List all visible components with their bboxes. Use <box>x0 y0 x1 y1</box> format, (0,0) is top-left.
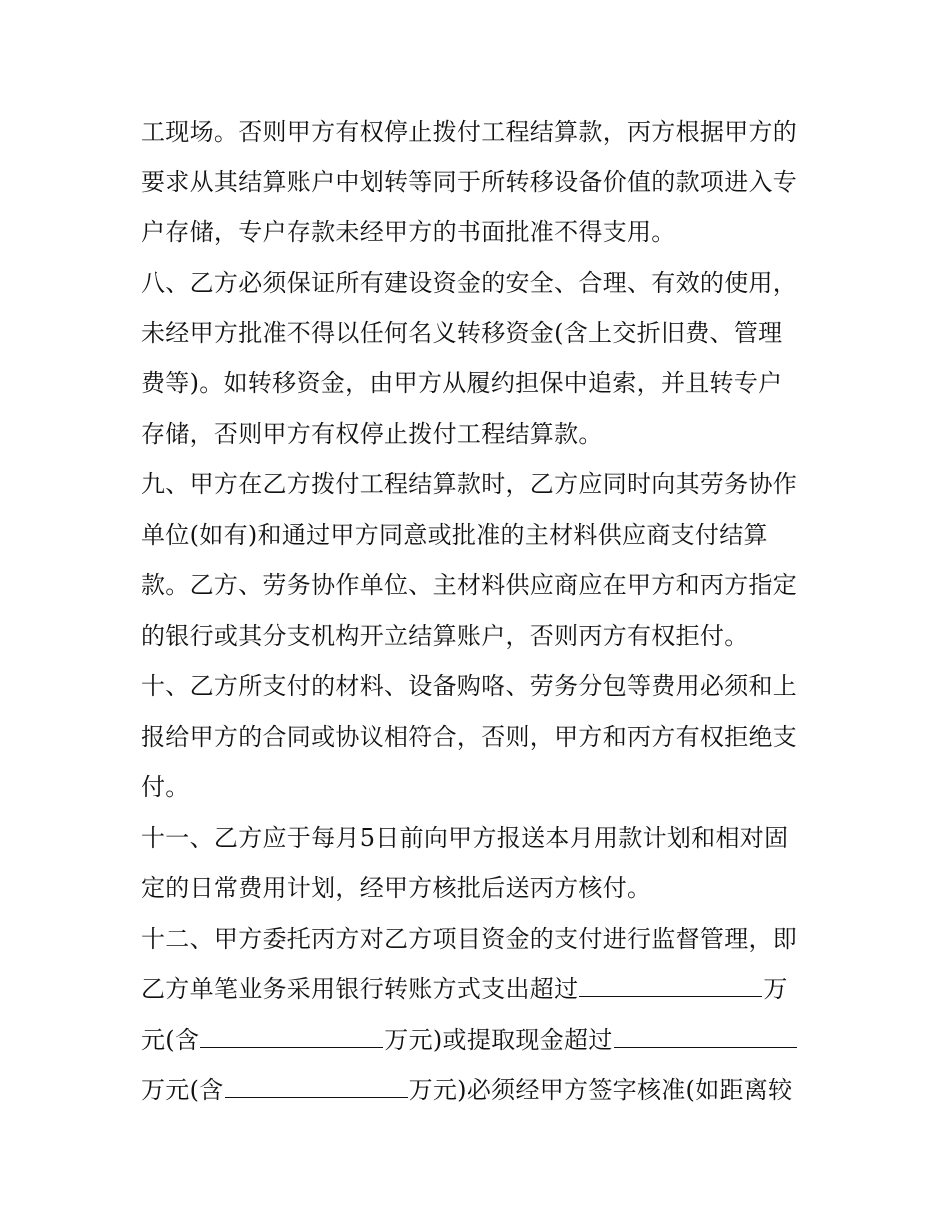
text-segment: 乙方单笔业务采用银行转账方式支出超过 <box>141 975 579 1003</box>
text-line: 户存储，专户存款未经甲方的书面批准不得支用。 <box>141 218 676 246</box>
text-line: 十、乙方所支付的材料、设备购咯、劳务分包等费用必须和上 <box>141 672 798 700</box>
text-line: 存储，否则甲方有权停止拨付工程结算款。 <box>141 420 603 448</box>
text-segment: 万元)必须经甲方签字核准(如距离较 <box>408 1076 793 1104</box>
text-line: 未经甲方批准不得以任何名义转移资金(含上交折旧费、管理 <box>141 319 783 347</box>
fill-in-blank <box>614 1027 797 1048</box>
text-segment: 万 <box>763 975 788 1003</box>
text-line-with-blank <box>141 1075 821 1105</box>
text-line: 八、乙方必须保证所有建设资金的安全、合理、有效的使用， <box>141 269 798 297</box>
text-line: 款。乙方、劳务协作单位、主材料供应商应在甲方和丙方指定 <box>141 571 798 599</box>
text-line: 要求从其结算账户中划转等同于所转移设备价值的款项进入专 <box>141 168 798 196</box>
fill-in-blank <box>225 1077 408 1098</box>
fill-in-blank <box>579 976 762 997</box>
text-segment: 万元(含 <box>141 1076 224 1104</box>
text-line: 工现场。否则甲方有权停止拨付工程结算款，丙方根据甲方的 <box>141 118 798 146</box>
text-line: 定的日常费用计划，经甲方核批后送丙方核付。 <box>141 874 652 902</box>
text-line: 九、甲方在乙方拨付工程结算款时，乙方应同时向其劳务协作 <box>141 470 798 498</box>
text-line-with-blank <box>141 1025 821 1055</box>
text-line-with-blank <box>141 974 821 1004</box>
text-line: 付。 <box>141 773 190 801</box>
text-line: 十一、乙方应于每月5日前向甲方报送本月用款计划和相对固 <box>141 824 789 852</box>
text-segment: 元(含 <box>141 1026 200 1054</box>
text-line: 十二、甲方委托丙方对乙方项目资金的支付进行监督管理，即 <box>141 925 798 953</box>
text-line: 报给甲方的合同或协议相符合，否则，甲方和丙方有权拒绝支 <box>141 723 798 751</box>
text-line: 单位(如有)和通过甲方同意或批准的主材料供应商支付结算 <box>141 521 768 549</box>
text-segment: 万元)或提取现金超过 <box>384 1026 613 1054</box>
text-line: 费等)。如转移资金，由甲方从履约担保中追索，并且转专户 <box>141 369 783 397</box>
fill-in-blank <box>200 1027 383 1048</box>
text-line: 的银行或其分支机构开立结算账户，否则丙方有权拒付。 <box>141 622 749 650</box>
